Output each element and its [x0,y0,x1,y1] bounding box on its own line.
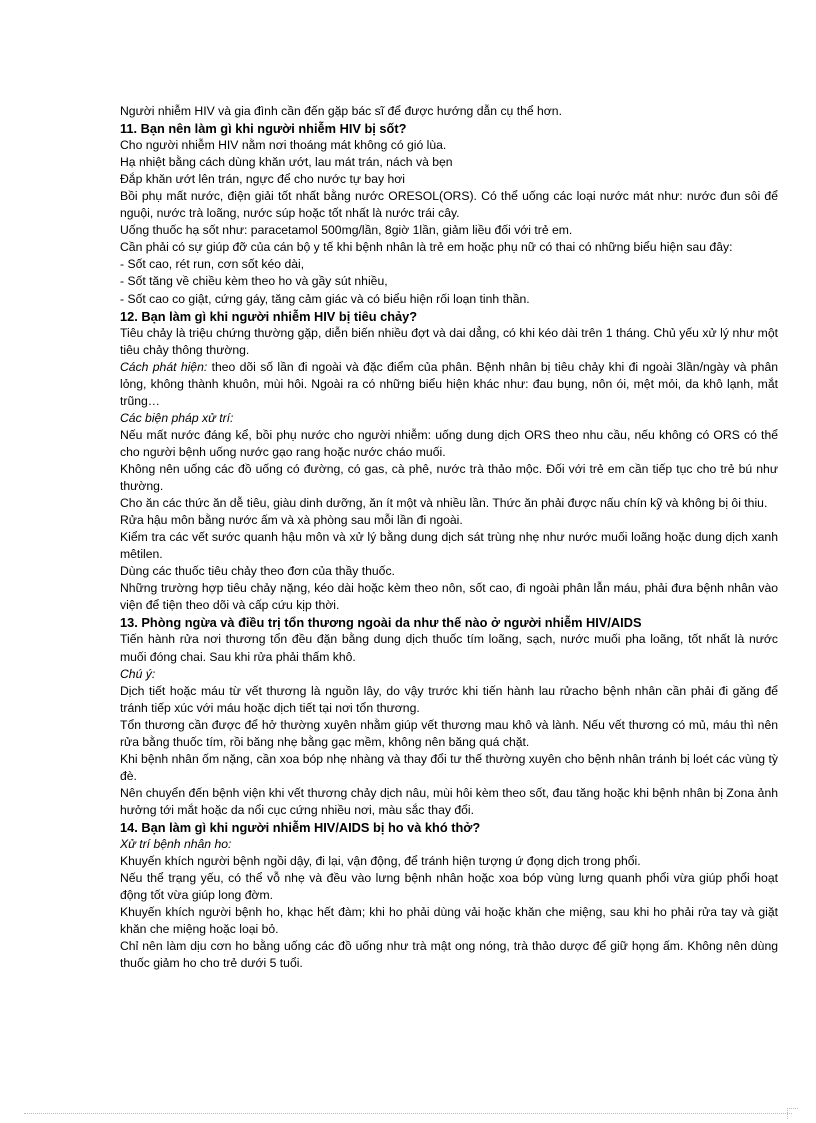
section-12-diarrhea [120,308,778,615]
list-item: - Sốt cao, rét run, cơn sốt kéo dài, [120,257,305,272]
paragraph: Bồi phụ mất nước, điện giải tốt nhất bằng nước ORESOL(ORS). Có thể uống các loại nước mát như: nước đun sôi để nguội, nước trà loãng, nước súp hoặc tốt nhất là nước trái cây. [120,189,778,221]
italic-label: Chú ý: [120,666,156,681]
paragraph: Tiến hành rửa nơi thương tổn đều đặn bằng dung dịch thuốc tím loãng, sạch, nước muối pha loãng, tốt nhất là nước muối đóng chai. Sau khi rửa phải thấm khô. [120,632,778,664]
section-heading: 12. Bạn làm gì khi người nhiễm HIV bị tiêu chảy? [120,308,418,324]
italic-label: Các biện pháp xử trí: [120,410,234,425]
paragraph: Những trường hợp tiêu chảy nặng, kéo dài hoặc kèm theo nôn, sốt cao, đi ngoài phân lẫn máu, phải đưa bệnh nhân vào viện để tiện theo dõi và cấp cứu kịp thời. [120,581,778,613]
list-item: - Sốt tăng về chiều kèm theo ho và gầy sút nhiều, [120,274,388,289]
italic-label: Cách phát hiện: [120,359,208,374]
paragraph: Nếu thể trạng yếu, có thể vỗ nhẹ và đều vào lưng bệnh nhân hoặc xoa bóp vùng lưng quanh phổi vừa giúp phổi hoạt động tốt vừa giúp long đờm. [120,871,778,903]
section-13-skin [120,614,778,819]
italic-label: Xử trí bệnh nhân ho: [120,837,232,852]
page-corner-mark [787,1108,798,1119]
paragraph: Nên chuyển đến bệnh viện khi vết thương chảy dịch nâu, mùi hôi kèm theo sốt, đau tăng hoặc khi bệnh nhân bị Zona ảnh hưởng tới mắt hoặc da nổi cục cứng nhiều nơi, màu sắc thay đổi. [120,785,778,817]
paragraph [120,359,778,410]
list-item: - Sốt cao co giật, cứng gáy, tăng cảm giác và có biểu hiện rối loạn tinh thần. [120,291,530,306]
section-heading: 13. Phòng ngừa và điều trị tổn thương ngoài da như thế nào ở người nhiễm HIV/AIDS [120,615,642,631]
paragraph: Cho ăn các thức ăn dễ tiêu, giàu dinh dưỡng, ăn ít một và nhiều lần. Thức ăn phải được nấu chín kỹ và không bị ôi thiu. [120,496,768,511]
paragraph: Dịch tiết hoặc máu từ vết thương là nguồn lây, do vậy trước khi tiến hành lau rửacho bệnh nhân cần phải đi găng để tránh tiếp xúc với máu hoặc dịch tiết tại nơi tổn thương. [120,683,778,715]
paragraph: Tổn thương cần được để hở thường xuyên nhằm giúp vết thương mau khô và lành. Nếu vết thương có mủ, máu thì nên rửa bằng thuốc tím, rồi băng nhẹ bằng gạc mềm, không nên băng quá chặt. [120,717,778,749]
section-heading: 11. Bạn nên làm gì khi người nhiễm HIV bị sốt? [120,121,407,137]
paragraph: Tiêu chảy là triệu chứng thường gặp, diễn biến nhiều đợt và dai dẳng, có khi kéo dài trên 1 tháng. Chủ yếu xử lý như một tiêu chảy thông thường. [120,325,778,357]
paragraph: Khuyến khích người bệnh ngồi dậy, đi lại, vận động, để tránh hiện tượng ứ đọng dịch trong phổi. [120,854,641,869]
section-14-cough [120,819,778,972]
paragraph-text: theo dõi số lần đi ngoài và đặc điểm của phân. Bệnh nhân bị tiêu chảy khi đi ngoài 3lần/ngày và phân lỏng, không thành khuôn, mùi hôi. Ngoài ra có những biểu hiện khác như: đau bụng, nôn ói, mệt mỏi, da khô lạnh, mắt trũng… [120,359,779,408]
paragraph: Chỉ nên làm dịu cơn ho bằng uống các đồ uống như trà mật ong nóng, trà thảo dược để giữ họng ấm. Không nên dùng thuốc giảm ho cho trẻ dưới 5 tuổi. [120,939,778,971]
paragraph: Kiểm tra các vết sước quanh hậu môn và xử lý bằng dung dịch sát trùng nhẹ như nước muối loãng hoặc dung dịch xanh mêtilen. [120,530,778,562]
intro-paragraph: Người nhiễm HIV và gia đình cần đến gặp bác sĩ để được hướng dẫn cụ thể hơn. [120,104,562,118]
paragraph: Khuyến khích người bệnh ho, khạc hết đàm; khi ho phải dùng vải hoặc khăn che miệng, sau khi ho phải rửa tay và giặt khăn che miệng hoặc loại bỏ. [120,905,778,937]
page-bottom-rule [24,1113,792,1114]
paragraph: Không nên uống các đồ uống có đường, có gas, cà phê, nước trà thảo mộc. Đối với trẻ em cần tiếp tục cho trẻ bú như thường. [120,461,778,494]
section-heading: 14. Bạn làm gì khi người nhiễm HIV/AIDS bị ho và khó thở? [120,819,481,835]
paragraph: Dùng các thuốc tiêu chảy theo đơn của thầy thuốc. [120,564,395,579]
document-page [120,103,778,972]
paragraph: Cho người nhiễm HIV nằm nơi thoáng mát không có gió lùa. [120,138,447,153]
paragraph: Cần phải có sự giúp đỡ của cán bộ y tế khi bệnh nhân là trẻ em hoặc phụ nữ có thai có những biểu hiện sau đây: [120,240,733,255]
paragraph: Nếu mất nước đáng kể, bồi phụ nước cho người nhiễm: uống dung dịch ORS theo nhu cầu, nếu không có ORS có thể cho người bệnh uống nước gạo rang hoặc nước cháo muối. [120,427,778,459]
paragraph: Khi bệnh nhân ốm nặng, cần xoa bóp nhẹ nhàng và thay đổi tư thế thường xuyên cho bệnh nhân tránh bị loét các vùng tỳ đè. [120,751,778,783]
paragraph: Hạ nhiệt bằng cách dùng khăn ướt, lau mát trán, nách và bẹn [120,155,453,170]
paragraph: Uống thuốc hạ sốt như: paracetamol 500mg/lần, 8giờ 1lần, giảm liều đối với trẻ em. [120,223,573,238]
paragraph: Rửa hậu môn bằng nước ấm và xà phòng sau mỗi lần đi ngoài. [120,513,463,528]
paragraph: Đắp khăn ướt lên trán, ngực để cho nước tự bay hơi [120,172,405,187]
section-11-fever [120,120,778,308]
